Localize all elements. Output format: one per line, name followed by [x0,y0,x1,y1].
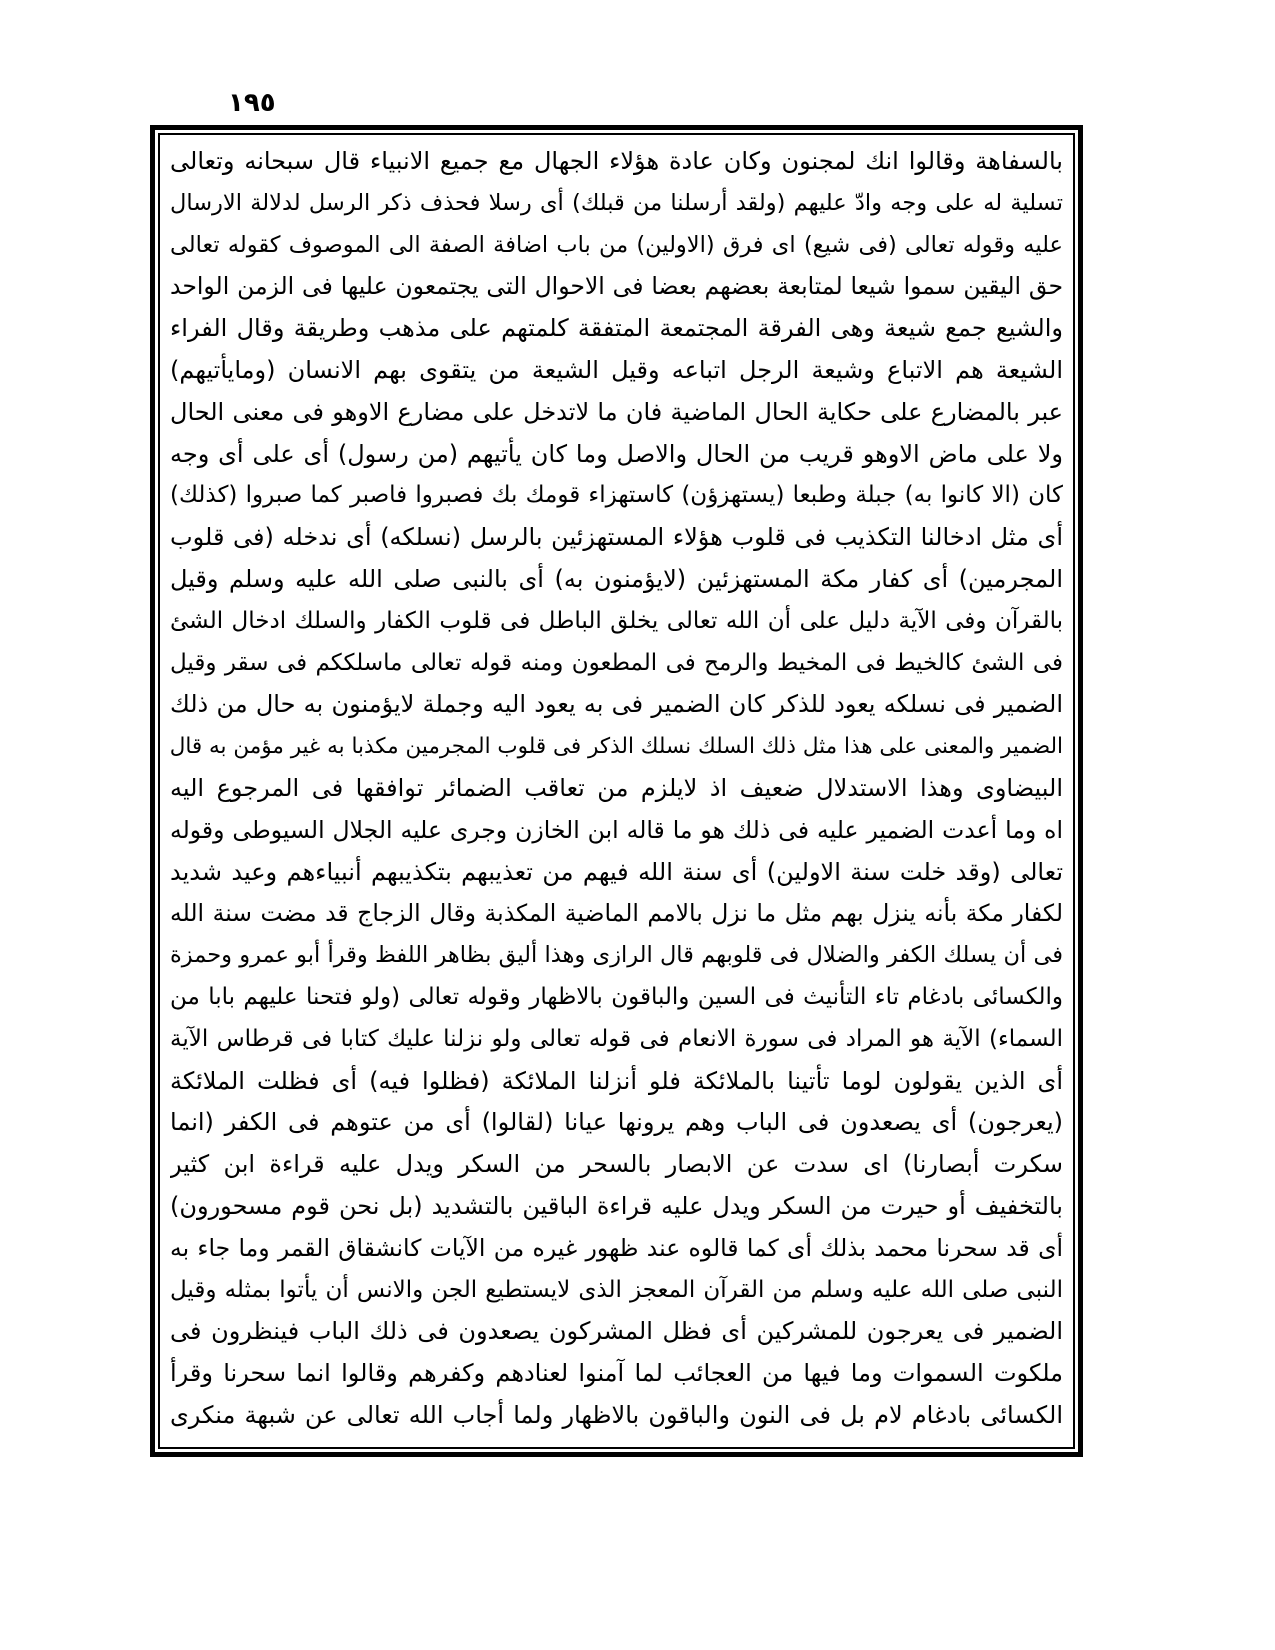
text-line: ولا على ماض الاوهو قريب من الحال والاصل وما كان يأتيهم (من رسول) أى على أى وجه [170,439,1063,468]
page-border-inner [158,133,1075,1449]
text-line: حق اليقين سموا شيعا لمتابعة بعضهم بعضا فى الاحوال التى يجتمعون عليها فى الزمن الواحد [170,272,1063,301]
body-text [170,141,1063,1441]
text-line: سكرت أبصارنا) اى سدت عن الابصار بالسحر من السكر ويدل عليه قراءة ابن كثير [170,1150,1063,1179]
text-line: النبى صلى الله عليه وسلم من القرآن المعجز الذى لايستطيع الجن والانس أن يأتوا بمثله وقيل [170,1276,1063,1303]
text-line: (يعرجون) أى يصعدون فى الباب وهم يرونها عيانا (لقالوا) أى من عتوهم فى الكفر (انما [170,1108,1063,1137]
text-line: بالقرآن وفى الآية دليل على أن الله تعالى يخلق الباطل فى قلوب الكفار والسلك ادخال الشئ [170,607,1063,634]
text-line: لكفار مكة بأنه ينزل بهم مثل ما نزل بالامم الماضية المكذبة وقال الزجاج قد مضت سنة الله [170,899,1063,928]
text-line: فى الشئ كالخيط فى المخيط والرمح فى المطعون ومنه قوله تعالى ماسلككم فى سقر وقيل [170,649,1063,676]
text-line: أى مثل ادخالنا التكذيب فى قلوب هؤلاء المستهزئين بالرسل (نسلكه) أى ندخله (فى قلوب [170,523,1063,552]
text-line: فى أن يسلك الكفر والضلال فى قلوبهم قال الرازى وهذا أليق بظاهر اللفظ وقرأ أبو عمرو وحمزة [170,942,1063,969]
text-line: المجرمين) أى كفار مكة المستهزئين (لايؤمنون به) أى بالنبى صلى الله عليه وسلم وقيل [170,564,1063,593]
text-line: الكسائى بادغام لام بل فى النون والباقون بالاظهار ولما أجاب الله تعالى عن شبهة منكرى [170,1400,1063,1429]
text-line: اه وما أعدت الضمير عليه فى ذلك هو ما قاله ابن الخازن وجرى عليه الجلال السيوطى وقوله [170,815,1063,844]
text-line: الضمير والمعنى على هذا مثل ذلك السلك نسلك الذكر فى قلوب المجرمين مكذبا به غير مؤمن به قال [170,734,1063,760]
text-line: الضمير فى نسلكه يعود للذكر كان الضمير فى به يعود اليه وجملة لايؤمنون به حال من ذلك [170,690,1063,719]
text-line: ملكوت السموات وما فيها من العجائب لما آمنوا لعنادهم وكفرهم وقالوا انما سحرنا وقرأ [170,1359,1063,1388]
text-line: أى قد سحرنا محمد بذلك أى كما قالوه عند ظهور غيره من الآيات كانشقاق القمر وما جاء به [170,1233,1063,1262]
page-number: ١٩٥ [228,88,276,118]
page-border [150,125,1083,1457]
text-line: السماء) الآية هو المراد فى سورة الانعام فى قوله تعالى ولو نزلنا عليك كتابا فى قرطاس الآية [170,1025,1063,1052]
text-line: والشيع جمع شيعة وهى الفرقة المجتمعة المتفقة كلمتهم على مذهب وطريقة وقال الفراء [170,314,1063,343]
text-line: بالتخفيف أو حيرت من السكر ويدل عليه قراءة الباقين بالتشديد (بل نحن قوم مسحورون) [170,1191,1063,1220]
text-line: تسلية له على وجه وادّ عليهم (ولقد أرسلنا من قبلك) أى رسلا فحذف ذكر الرسل لدلالة الارسال [170,189,1063,216]
text-line: عبر بالمضارع على حكاية الحال الماضية فان ما لاتدخل على مضارع الاوهو فى معنى الحال [170,397,1063,426]
text-line: والكسائى بادغام تاء التأنيث فى السين والباقون بالاظهار وقوله تعالى (ولو فتحنا عليهم بابا من [170,983,1063,1010]
text-line: عليه وقوله تعالى (فى شيع) اى فرق (الاولين) من باب اضافة الصفة الى الموصوف كقوله تعالى [170,231,1063,258]
text-line: الضمير فى يعرجون للمشركين أى فظل المشركون يصعدون فى ذلك الباب فينظرون فى [170,1317,1063,1346]
text-line: أى الذين يقولون لوما تأتينا بالملائكة فلو أنزلنا الملائكة (فظلوا فيه) أى فظلت الملائكة [170,1066,1063,1095]
text-line: بالسفاهة وقالوا انك لمجنون وكان عادة هؤلاء الجهال مع جميع الانبياء قال سبحانه وتعالى [170,147,1063,175]
text-line: الشيعة هم الاتباع وشيعة الرجل اتباعه وقيل الشيعة من يتقوى بهم الانسان (ومايأتيهم) [170,355,1063,384]
text-line: كان (الا كانوا به) جبلة وطبعا (يستهزؤن) كاستهزاء قومك بك فصبروا فاصبر كما صبروا (كذلك) [170,482,1063,509]
text-line: البيضاوى وهذا الاستدلال ضعيف اذ لايلزم من تعاقب الضمائر توافقها فى المرجوع اليه [170,773,1063,802]
text-line: تعالى (وقد خلت سنة الاولين) أى سنة الله فيهم من تعذيبهم بتكذيبهم أنبياءهم وعيد شديد [170,857,1063,886]
